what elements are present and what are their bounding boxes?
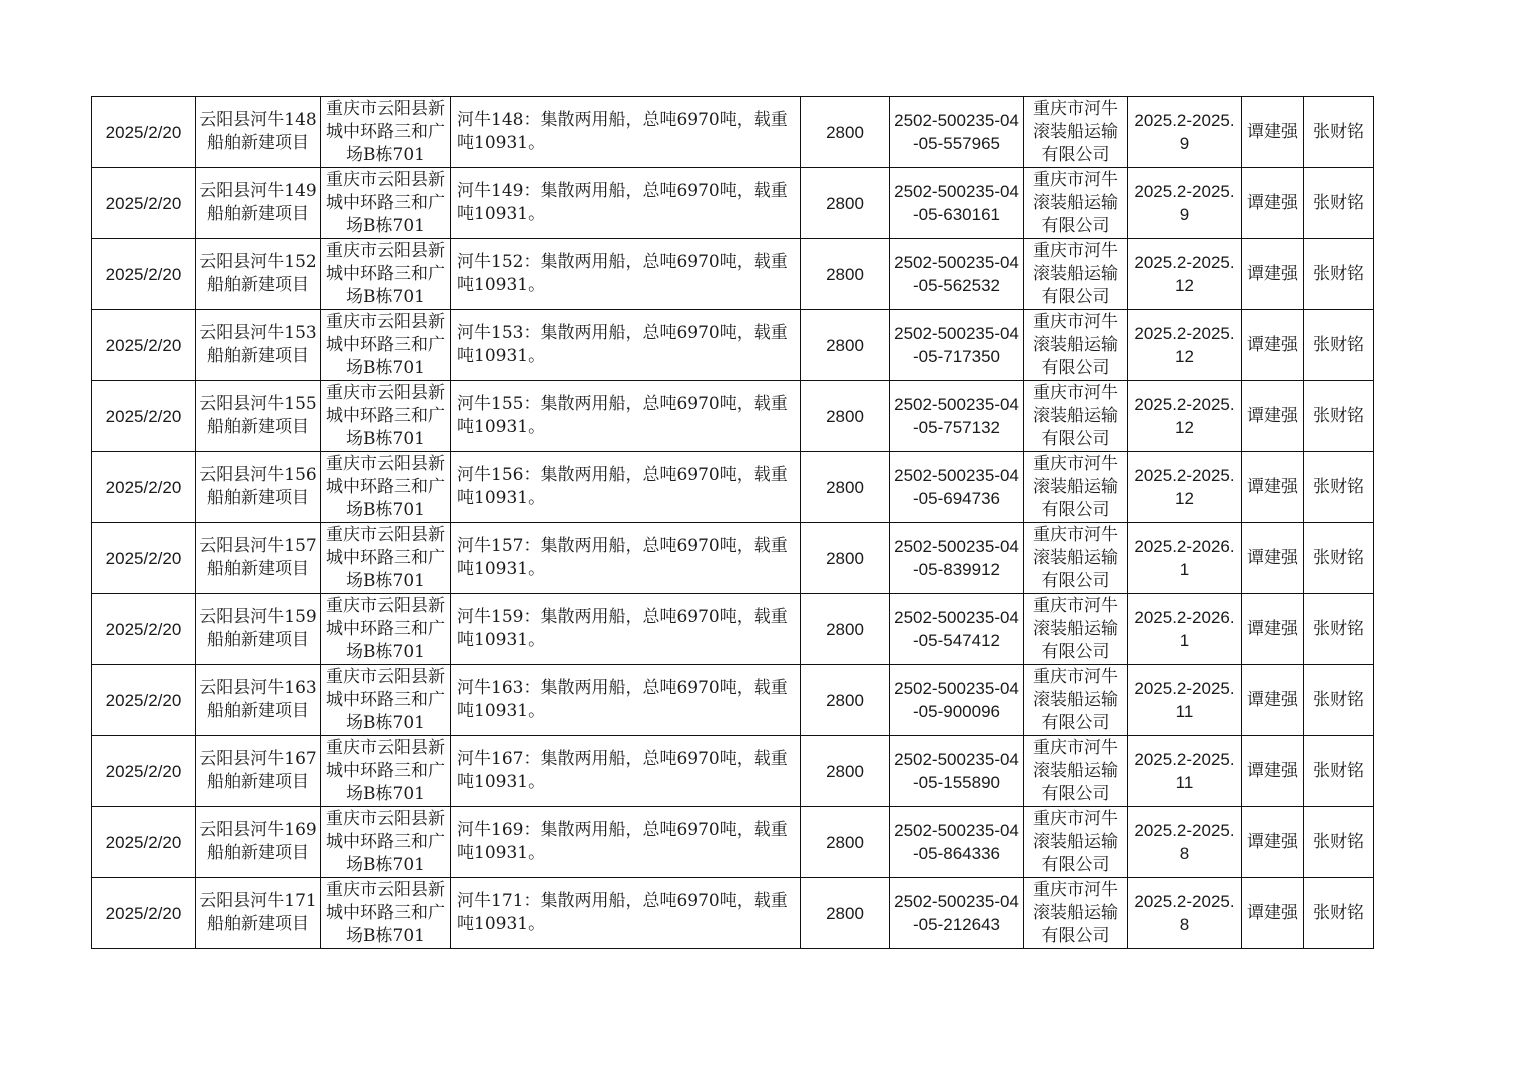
project-code-cell: 2502-500235-04-05-630161	[890, 168, 1024, 239]
responsible-person-cell: 张财铭	[1304, 523, 1374, 594]
company-cell: 重庆市河牛滚装船运输有限公司	[1024, 736, 1128, 807]
company-cell: 重庆市河牛滚装船运输有限公司	[1024, 381, 1128, 452]
company-cell: 重庆市河牛滚装船运输有限公司	[1024, 310, 1128, 381]
content-text: 河牛155：集散两用船，总吨6970吨，载重吨10931。	[457, 394, 788, 437]
content-cell	[451, 168, 801, 239]
period-cell: 2025.2-2025.9	[1128, 97, 1242, 168]
address-cell: 重庆市云阳县新城中环路三和广场B栋701	[321, 594, 451, 665]
project-code-cell: 2502-500235-04-05-900096	[890, 665, 1024, 736]
contact-person-cell: 谭建强	[1242, 381, 1304, 452]
content-text: 河牛153：集散两用船，总吨6970吨，载重吨10931。	[457, 323, 788, 366]
date-cell: 2025/2/20	[92, 452, 196, 523]
company-cell: 重庆市河牛滚装船运输有限公司	[1024, 239, 1128, 310]
amount-cell: 2800	[801, 97, 890, 168]
responsible-person-cell: 张财铭	[1304, 736, 1374, 807]
date-cell: 2025/2/20	[92, 878, 196, 949]
date-cell: 2025/2/20	[92, 239, 196, 310]
period-cell: 2025.2-2025.8	[1128, 807, 1242, 878]
project-code-cell: 2502-500235-04-05-839912	[890, 523, 1024, 594]
address-cell: 重庆市云阳县新城中环路三和广场B栋701	[321, 310, 451, 381]
date-cell: 2025/2/20	[92, 310, 196, 381]
date-cell: 2025/2/20	[92, 665, 196, 736]
contact-person-cell: 谭建强	[1242, 97, 1304, 168]
project-name-cell: 云阳县河牛159船舶新建项目	[196, 594, 321, 665]
project-name-cell: 云阳县河牛156船舶新建项目	[196, 452, 321, 523]
content-cell	[451, 310, 801, 381]
content-text: 河牛152：集散两用船，总吨6970吨，载重吨10931。	[457, 252, 788, 295]
project-name-cell: 云阳县河牛153船舶新建项目	[196, 310, 321, 381]
table-row	[92, 310, 1374, 381]
date-cell: 2025/2/20	[92, 736, 196, 807]
content-text: 河牛163：集散两用船，总吨6970吨，载重吨10931。	[457, 678, 788, 721]
company-cell: 重庆市河牛滚装船运输有限公司	[1024, 452, 1128, 523]
table-row	[92, 239, 1374, 310]
period-cell: 2025.2-2025.12	[1128, 310, 1242, 381]
contact-person-cell: 谭建强	[1242, 878, 1304, 949]
table-body	[92, 97, 1374, 949]
project-code-cell: 2502-500235-04-05-717350	[890, 310, 1024, 381]
period-cell: 2025.2-2026.1	[1128, 594, 1242, 665]
responsible-person-cell: 张财铭	[1304, 807, 1374, 878]
period-cell: 2025.2-2025.12	[1128, 239, 1242, 310]
contact-person-cell: 谭建强	[1242, 665, 1304, 736]
project-code-cell: 2502-500235-04-05-547412	[890, 594, 1024, 665]
amount-cell: 2800	[801, 736, 890, 807]
project-name-cell: 云阳县河牛148船舶新建项目	[196, 97, 321, 168]
content-cell	[451, 594, 801, 665]
project-code-cell: 2502-500235-04-05-557965	[890, 97, 1024, 168]
contact-person-cell: 谭建强	[1242, 239, 1304, 310]
company-cell: 重庆市河牛滚装船运输有限公司	[1024, 878, 1128, 949]
amount-cell: 2800	[801, 807, 890, 878]
content-text: 河牛156：集散两用船，总吨6970吨，载重吨10931。	[457, 465, 788, 508]
content-cell	[451, 97, 801, 168]
contact-person-cell: 谭建强	[1242, 594, 1304, 665]
responsible-person-cell: 张财铭	[1304, 168, 1374, 239]
content-text: 河牛171：集散两用船，总吨6970吨，载重吨10931。	[457, 891, 788, 934]
contact-person-cell: 谭建强	[1242, 807, 1304, 878]
date-cell: 2025/2/20	[92, 594, 196, 665]
responsible-person-cell: 张财铭	[1304, 239, 1374, 310]
project-code-cell: 2502-500235-04-05-155890	[890, 736, 1024, 807]
period-cell: 2025.2-2025.11	[1128, 736, 1242, 807]
responsible-person-cell: 张财铭	[1304, 97, 1374, 168]
content-cell	[451, 523, 801, 594]
content-text: 河牛149：集散两用船，总吨6970吨，载重吨10931。	[457, 181, 788, 224]
project-name-cell: 云阳县河牛169船舶新建项目	[196, 807, 321, 878]
address-cell: 重庆市云阳县新城中环路三和广场B栋701	[321, 239, 451, 310]
contact-person-cell: 谭建强	[1242, 452, 1304, 523]
project-code-cell: 2502-500235-04-05-212643	[890, 878, 1024, 949]
amount-cell: 2800	[801, 523, 890, 594]
date-cell: 2025/2/20	[92, 807, 196, 878]
company-cell: 重庆市河牛滚装船运输有限公司	[1024, 523, 1128, 594]
company-cell: 重庆市河牛滚装船运输有限公司	[1024, 665, 1128, 736]
content-cell	[451, 239, 801, 310]
address-cell: 重庆市云阳县新城中环路三和广场B栋701	[321, 736, 451, 807]
period-cell: 2025.2-2025.8	[1128, 878, 1242, 949]
project-code-cell: 2502-500235-04-05-864336	[890, 807, 1024, 878]
project-name-cell: 云阳县河牛149船舶新建项目	[196, 168, 321, 239]
content-text: 河牛167：集散两用船，总吨6970吨，载重吨10931。	[457, 749, 788, 792]
period-cell: 2025.2-2025.12	[1128, 452, 1242, 523]
address-cell: 重庆市云阳县新城中环路三和广场B栋701	[321, 452, 451, 523]
table-row	[92, 878, 1374, 949]
table-row	[92, 523, 1374, 594]
date-cell: 2025/2/20	[92, 523, 196, 594]
amount-cell: 2800	[801, 239, 890, 310]
address-cell: 重庆市云阳县新城中环路三和广场B栋701	[321, 878, 451, 949]
responsible-person-cell: 张财铭	[1304, 452, 1374, 523]
table-row	[92, 594, 1374, 665]
company-cell: 重庆市河牛滚装船运输有限公司	[1024, 594, 1128, 665]
address-cell: 重庆市云阳县新城中环路三和广场B栋701	[321, 807, 451, 878]
project-code-cell: 2502-500235-04-05-694736	[890, 452, 1024, 523]
amount-cell: 2800	[801, 168, 890, 239]
content-cell	[451, 452, 801, 523]
responsible-person-cell: 张财铭	[1304, 665, 1374, 736]
address-cell: 重庆市云阳县新城中环路三和广场B栋701	[321, 381, 451, 452]
responsible-person-cell: 张财铭	[1304, 310, 1374, 381]
content-cell	[451, 878, 801, 949]
company-cell: 重庆市河牛滚装船运输有限公司	[1024, 807, 1128, 878]
period-cell: 2025.2-2025.12	[1128, 381, 1242, 452]
amount-cell: 2800	[801, 594, 890, 665]
content-cell	[451, 736, 801, 807]
address-cell: 重庆市云阳县新城中环路三和广场B栋701	[321, 665, 451, 736]
address-cell: 重庆市云阳县新城中环路三和广场B栋701	[321, 168, 451, 239]
contact-person-cell: 谭建强	[1242, 736, 1304, 807]
project-table	[91, 96, 1374, 949]
address-cell: 重庆市云阳县新城中环路三和广场B栋701	[321, 97, 451, 168]
amount-cell: 2800	[801, 310, 890, 381]
project-name-cell: 云阳县河牛155船舶新建项目	[196, 381, 321, 452]
table-row	[92, 807, 1374, 878]
address-cell: 重庆市云阳县新城中环路三和广场B栋701	[321, 523, 451, 594]
company-cell: 重庆市河牛滚装船运输有限公司	[1024, 97, 1128, 168]
content-cell	[451, 807, 801, 878]
contact-person-cell: 谭建强	[1242, 168, 1304, 239]
amount-cell: 2800	[801, 452, 890, 523]
amount-cell: 2800	[801, 381, 890, 452]
date-cell: 2025/2/20	[92, 97, 196, 168]
contact-person-cell: 谭建强	[1242, 310, 1304, 381]
responsible-person-cell: 张财铭	[1304, 878, 1374, 949]
project-name-cell: 云阳县河牛171船舶新建项目	[196, 878, 321, 949]
table-row	[92, 736, 1374, 807]
project-name-cell: 云阳县河牛157船舶新建项目	[196, 523, 321, 594]
project-code-cell: 2502-500235-04-05-757132	[890, 381, 1024, 452]
project-name-cell: 云阳县河牛163船舶新建项目	[196, 665, 321, 736]
period-cell: 2025.2-2025.9	[1128, 168, 1242, 239]
table-row	[92, 381, 1374, 452]
table-row	[92, 665, 1374, 736]
responsible-person-cell: 张财铭	[1304, 594, 1374, 665]
content-text: 河牛157：集散两用船，总吨6970吨，载重吨10931。	[457, 536, 788, 579]
content-cell	[451, 381, 801, 452]
amount-cell: 2800	[801, 878, 890, 949]
content-text: 河牛148：集散两用船，总吨6970吨，载重吨10931。	[457, 110, 788, 153]
project-code-cell: 2502-500235-04-05-562532	[890, 239, 1024, 310]
period-cell: 2025.2-2026.1	[1128, 523, 1242, 594]
table-row	[92, 97, 1374, 168]
period-cell: 2025.2-2025.11	[1128, 665, 1242, 736]
date-cell: 2025/2/20	[92, 168, 196, 239]
content-text: 河牛169：集散两用船，总吨6970吨，载重吨10931。	[457, 820, 788, 863]
content-cell	[451, 665, 801, 736]
contact-person-cell: 谭建强	[1242, 523, 1304, 594]
amount-cell: 2800	[801, 665, 890, 736]
content-text: 河牛159：集散两用船，总吨6970吨，载重吨10931。	[457, 607, 788, 650]
project-name-cell: 云阳县河牛167船舶新建项目	[196, 736, 321, 807]
company-cell: 重庆市河牛滚装船运输有限公司	[1024, 168, 1128, 239]
responsible-person-cell: 张财铭	[1304, 381, 1374, 452]
table-row	[92, 168, 1374, 239]
date-cell: 2025/2/20	[92, 381, 196, 452]
project-name-cell: 云阳县河牛152船舶新建项目	[196, 239, 321, 310]
table-row	[92, 452, 1374, 523]
